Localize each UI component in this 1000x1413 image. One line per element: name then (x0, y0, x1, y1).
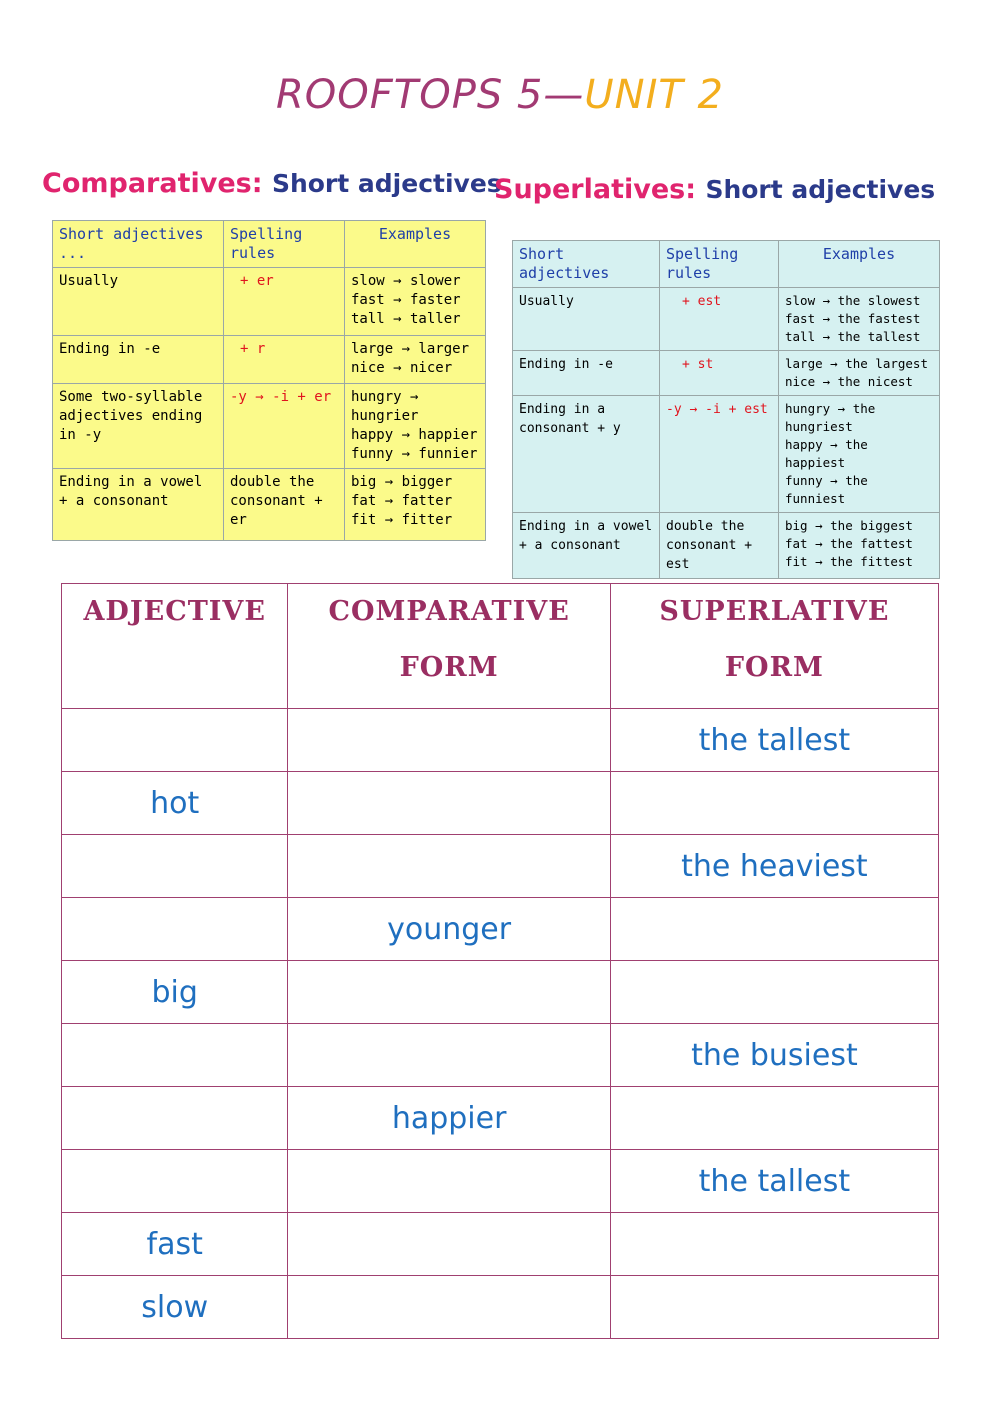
superlative-cell[interactable]: the tallest (610, 1150, 938, 1213)
sup-header-rule: Spelling rules (660, 241, 779, 288)
adjective-cell[interactable] (62, 709, 288, 772)
comparative-cell[interactable] (288, 709, 610, 772)
table-row (62, 709, 939, 772)
comparative-cell[interactable] (288, 1276, 610, 1339)
superlative-cell[interactable] (610, 1213, 938, 1276)
superlatives-heading-1: Superlatives: (494, 174, 697, 205)
example: tall → taller (351, 311, 461, 327)
comparatives-table (52, 220, 486, 541)
adjective-cell[interactable]: big (62, 961, 288, 1024)
header-adjective: ADJECTIVE (62, 584, 288, 709)
comp-row-rule: double the consonant + er (224, 469, 345, 541)
superlative-cell[interactable] (610, 1087, 938, 1150)
adjective-cell[interactable] (62, 898, 288, 961)
example: nice → nicer (351, 360, 453, 376)
superlative-cell[interactable] (610, 1276, 938, 1339)
comp-row-examples (345, 384, 486, 469)
example: happy → the happiest (785, 437, 868, 470)
superlative-cell[interactable] (610, 898, 938, 961)
superlatives-table (512, 240, 940, 579)
superlatives-heading (494, 174, 935, 205)
superlative-cell[interactable] (610, 772, 938, 835)
comp-header-type: Short adjectives ... (53, 221, 224, 268)
superlatives-heading-2: Short adjectives (705, 175, 936, 204)
sup-row-type: Ending in a vowel + a consonant (513, 513, 660, 579)
sup-header-type: Short adjectives (513, 241, 660, 288)
comparative-cell[interactable] (288, 835, 610, 898)
sup-row-rule: + st (660, 351, 779, 396)
example: fast → faster (351, 292, 461, 308)
sup-row-type: Ending in a consonant + y (513, 396, 660, 513)
comparatives-heading-1: Comparatives: (42, 168, 263, 199)
comp-row-examples (345, 268, 486, 336)
example: tall → the tallest (785, 329, 921, 344)
adjective-cell[interactable] (62, 835, 288, 898)
adjective-cell[interactable]: fast (62, 1213, 288, 1276)
title-part-2: UNIT 2 (584, 72, 724, 118)
sup-header-examples: Examples (779, 241, 940, 288)
adjective-cell[interactable]: slow (62, 1276, 288, 1339)
superlative-cell[interactable]: the heaviest (610, 835, 938, 898)
example: fat → the fattest (785, 536, 913, 551)
comp-row-rule: -y → -i + er (224, 384, 345, 469)
comparatives-heading (42, 168, 502, 199)
comp-row-type: Ending in -e (53, 336, 224, 384)
sup-row-rule: + est (660, 288, 779, 351)
worksheet-header-row (62, 584, 939, 709)
table-row (62, 1276, 939, 1339)
comp-header-examples: Examples (345, 221, 486, 268)
table-row (62, 835, 939, 898)
example: fit → the fittest (785, 554, 913, 569)
adjective-cell[interactable]: hot (62, 772, 288, 835)
header-superlative: SUPERLATIVE FORM (610, 584, 938, 709)
example: funny → the funniest (785, 473, 868, 506)
comparative-cell[interactable] (288, 1150, 610, 1213)
example: large → the largest (785, 356, 928, 371)
table-row (62, 1150, 939, 1213)
comp-row-type: Ending in a vowel + a consonant (53, 469, 224, 541)
example: happy → happier (351, 427, 478, 443)
table-row (62, 1024, 939, 1087)
comp-header-rule: Spelling rules (224, 221, 345, 268)
example: funny → funnier (351, 446, 478, 462)
sup-row-examples (779, 513, 940, 579)
worksheet-table (61, 583, 939, 1339)
adjective-cell[interactable] (62, 1024, 288, 1087)
example: big → the biggest (785, 518, 913, 533)
example: hungry → hungrier (351, 389, 419, 424)
table-row (62, 1087, 939, 1150)
comp-row-examples (345, 336, 486, 384)
comparative-cell[interactable] (288, 961, 610, 1024)
adjective-cell[interactable] (62, 1087, 288, 1150)
title-part-1: ROOFTOPS 5— (276, 72, 585, 118)
comp-row-type: Some two-syllable adjectives ending in -y (53, 384, 224, 469)
example: large → larger (351, 341, 470, 357)
page-title (0, 72, 1000, 118)
example: fast → the fastest (785, 311, 921, 326)
comp-row-rule: + er (224, 268, 345, 336)
example: fat → fatter (351, 493, 453, 509)
sup-row-type: Ending in -e (513, 351, 660, 396)
comparative-cell[interactable]: younger (288, 898, 610, 961)
comparatives-heading-2: Short adjectives (271, 169, 502, 198)
sup-row-examples (779, 396, 940, 513)
sup-row-rule: double the consonant + est (660, 513, 779, 579)
comparative-cell[interactable]: happier (288, 1087, 610, 1150)
comparative-cell[interactable] (288, 1024, 610, 1087)
superlative-cell[interactable]: the tallest (610, 709, 938, 772)
sup-row-rule: -y → -i + est (660, 396, 779, 513)
table-row (62, 961, 939, 1024)
example: nice → the nicest (785, 374, 913, 389)
comparative-cell[interactable] (288, 772, 610, 835)
comparative-cell[interactable] (288, 1213, 610, 1276)
example: slow → slower (351, 273, 461, 289)
example: fit → fitter (351, 512, 453, 528)
example: slow → the slowest (785, 293, 921, 308)
example: big → bigger (351, 474, 453, 490)
table-row (62, 898, 939, 961)
comp-row-rule: + r (224, 336, 345, 384)
comp-row-examples (345, 469, 486, 541)
sup-row-examples (779, 351, 940, 396)
adjective-cell[interactable] (62, 1150, 288, 1213)
sup-row-type: Usually (513, 288, 660, 351)
comp-row-type: Usually (53, 268, 224, 336)
sup-row-examples (779, 288, 940, 351)
table-row (62, 772, 939, 835)
example: hungry → the hungriest (785, 401, 876, 434)
header-comparative: COMPARATIVE FORM (288, 584, 610, 709)
superlative-cell[interactable] (610, 961, 938, 1024)
superlative-cell[interactable]: the busiest (610, 1024, 938, 1087)
table-row (62, 1213, 939, 1276)
